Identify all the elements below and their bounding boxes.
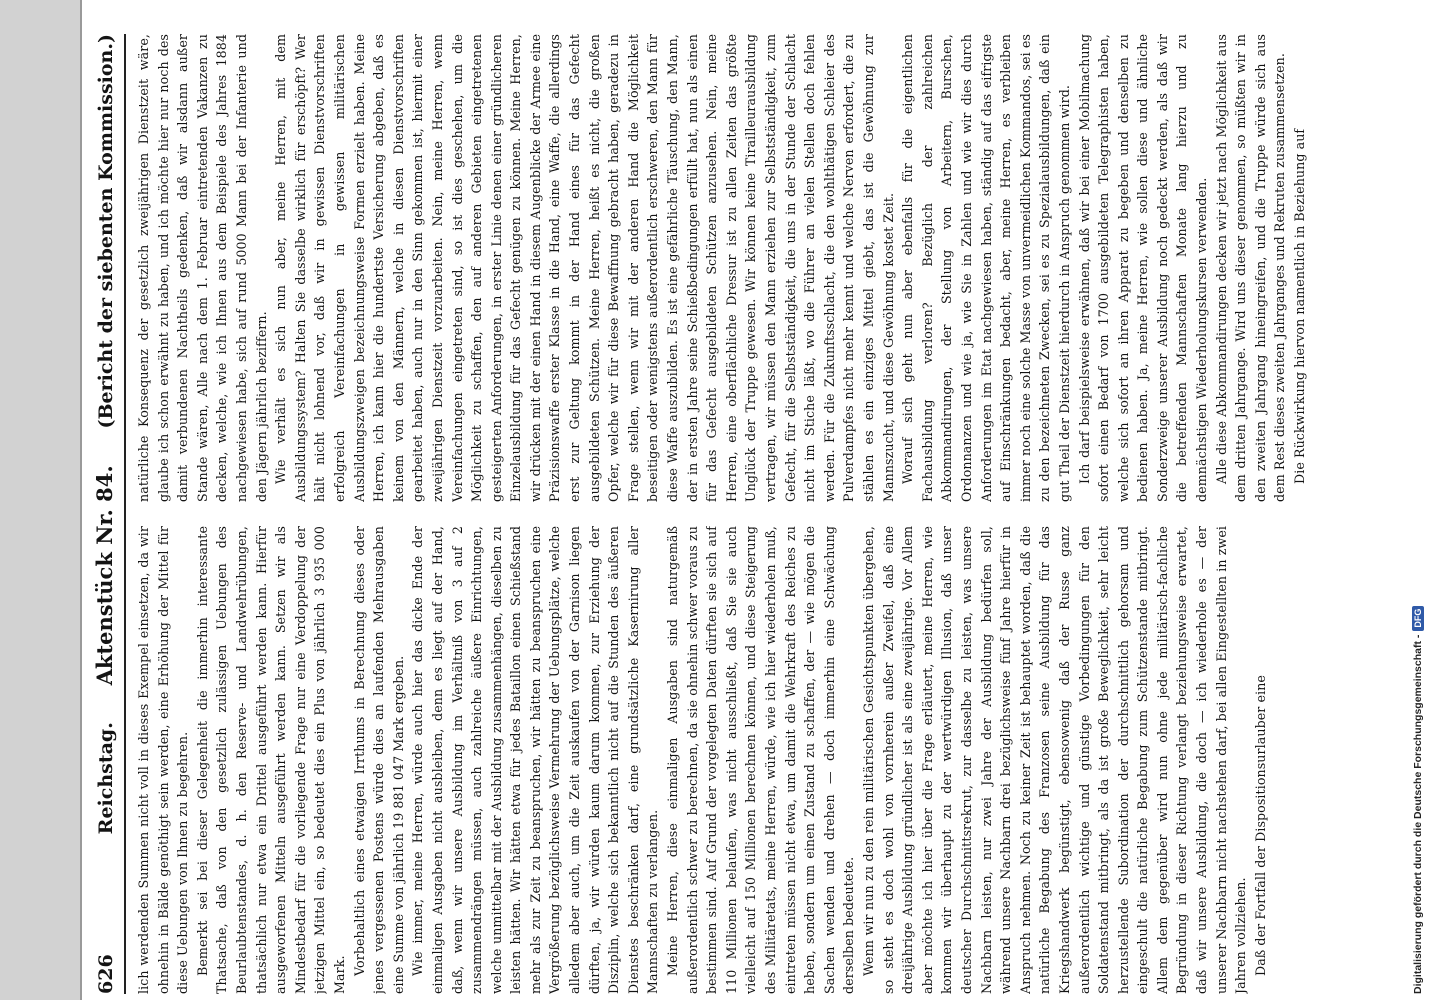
paragraph: lich werdenden Summen nicht voll in dieses Exempel einsetzen, da wir ohnehin in Bälde genöthigt sein werden, eine Erhöhung der Mittel für diese Uebungen von Ihnen zu begehren.: [136, 526, 191, 994]
column-left: [134, 526, 1406, 994]
column-right: [134, 34, 1406, 502]
paragraph: natürliche Konsequenz der gesetzlich zweijährigen Dienstzeit wäre, glaube ich schon erwähnt zu haben, und ich möchte hier nur noch des damit verbundenen Nachtheils gedenken, daß wir alsdann außer Stande wären, Alle nach dem 1. Februar eintretenden Vakanzen zu decken, welche, wie ich Ihnen aus dem Beispiele des Jahres 1884 nachgewiesen habe, sich auf rund 5000 Mann bei der Infanterie und den Jägern jährlich beziffern.: [136, 34, 269, 502]
paragraph: Wie verhält es sich nun aber, meine Herren, mit dem Ausbildungssystem? Halten Sie dasselbe wirklich für erschöpft? Wer hält nicht lohnend vor, daß wir in gewissen Dienstvorschriften erfolgreich Vereinfachungen in gewissen militärischen Ausbildungszweigen bezeichnungsweise Formen erzielt haben. Meine Herren, ich kann hier die hundertste Versicherung abgeben, daß es keinem von den Männern, welche in diesen Dienstvorschriften gearbeitet haben, auch nur in den Sinn gekommen ist, hiermit einer zweijährigen Dienstzeit vorzuarbeiten. Nein, meine Herren, wenn Vereinfachungen eingetreten sind, so ist dies geschehen, um die Möglichkeit zu schaffen, den auf anderen Gebieten eingetretenen gesteigerten Anforderungen, in erster Linie denen einer gründlicheren Einzelausbildung für das Gefecht genügen zu können. Meine Herren, wir drücken mit der einen Hand in diesem Augenblicke der Armee eine Präzisionswaffe erster Klasse in die Hand, eine Waffe, die allerdings erst zur Geltung kommt in der Hand eines für das Gefecht ausgebildeten Schützen. Meine Herren, heißt es nicht, die großen Opfer, welche wir für diese Bewaffnung gebracht haben, geradezu in Frage stellen, wenn wir mit der anderen Hand die Möglichkeit beseitigen oder wenigstens außerordentlich erschweren, den Mann für diese Waffe auszubilden. Es ist eine gefährliche Täuschung, den Mann, der in ersten Jahre seine Schießbedingungen erfüllt hat, nun als einen für das Gefecht ausgebildeten Schützen anzusehen. Nein, meine Herren, eine oberflächliche Dressur ist zu allen Zeiten das größte Unglück der Truppe gewesen. Wir können keine Tirailleurausbildung vertragen, wir müssen den Mann erziehen zur Selbstständigkeit, zum Gefecht, für die Selbstständigkeit, die uns in der Stunde der Schlacht nicht im Stiche läßt, wo die Führer an vielen Stellen doch fehlen werden. Für die Zukunftsschlacht, die den wohlthätigen Schleier des Pulverdampfes nicht mehr kennt und welche Nerven erfordert, die zu stählen es ein einziges Mittel giebt, das ist die Gewöhnung zur Mannszucht, und diese Gewöhnung kostet Zeit.: [273, 34, 896, 502]
paragraph: Die Rückwirkung hiervon namentlich in Beziehung auf: [1292, 128, 1308, 484]
paragraph: Vorbehaltlich eines etwaigen Irrthums in Berechnung dieses oder jenes vergessenen Postens würde dies an laufenden Mehrausgaben eine Summe von jährlich 19 881 047 Mark ergeben.: [351, 526, 406, 994]
page-number: 626: [95, 954, 117, 994]
dfg-credit: [1408, 4, 1428, 994]
paragraph: Wie immer, meine Herren, würde auch hier das dicke Ende der einmaligen Ausgaben nicht ausbleiben, denn es liegt auf der Hand, daß, wenn wir unsere Ausbildung im Verhältniß von 3 auf 2 zusammendrängen müssen, auch zahlreiche äußere Einrichtungen, welche unmittelbar mit der Ausbildung zusammenhängen, dieselben zu leisten hätten. Wir hätten etwa für jedes Bataillon einen Schießstand mehr als zur Zeit zu beanspruchen, wir hätten zu beanspruchen eine Vergrößerung bezüglichsweise Vermehrung der Uebungsplätze, welche alledem aber auch, um die Zeit auskaufen von der Garnison liegen dürften, ja, wir würden kaum darum kommen, zur Erziehung der Disziplin, welche sich bekanntlich nicht auf die Stunden des äußeren Dienstes beschränken darf, eine grundsätzliche Kasernirung aller Mannschaften zu verlangen.: [410, 526, 661, 994]
paragraph: Bemerkt sei bei dieser Gelegenheit die immerhin interessante Thatsache, daß von den gesetzlich zulässigen Uebungen des Beurlaubtenstandes, d. h. den Reserve- und Landwehrübungen, thatsächlich nur etwa ein Drittel ausgeführt werden kann. Hierfür ausgeworfenen Mitteln ausgeführt werden kann. Setzen wir als Mindestbedarf für die vorliegende Frage nur eine Verdoppelung der jetzigen Mittel ein, so bedeutet dies ein Plus von jährlich 3 935 000 Mark.: [194, 526, 347, 994]
text-columns: [134, 34, 1406, 994]
paragraph: Ich darf beispielsweise erwähnen, daß wir bei einer Mobilmachung sofort einen Bedarf von 1700 ausgebildeten Telegraphisten haben, welche sich sofort an ihren Apparat zu begeben und denselben zu bedienen haben. Ja, meine Herren, wie sollen diese und ähnliche Sonderzweige unserer Ausbildung noch gedeckt werden, als daß wir die betreffenden Mannschaften Monate lang hierzu und zu demnächstigen Wiederholungskursen verwenden.: [1076, 34, 1210, 502]
paragraph: Worauf sich geht nun aber ebenfalls für die eigentlichen Fachausbildung verloren? Bezüglich der zahlreichen Abkommandirungen, der Stellung von Arbeitern, Burschen, Ordonnanzen und wie ja, wie Sie in Zahlen und wie wir dies durch Anforderungen im Etat nachgewiesen haben, ständig auf das eifrigste auf Einschränkungen bedacht, aber, meine Herren, es verbleiben immer noch eine solche Masse von unvermeidlichen Kommandos, sei es zu den bezeichneten Zwecken, sei es zu Spezialausbildungen, daß ein gut Theil der Dienstzeit hierdurch in Anspruch genommen wird.: [900, 34, 1072, 502]
header-body: Reichstag.: [95, 722, 117, 835]
section-title: (Bericht der siebenten Kommission.): [95, 34, 117, 429]
paragraph: Alle diese Abkommandirungen decken wir jetzt nach Möglichkeit aus dem dritten Jahrgange. Wird uns dieser genommen, so müßten wir in den zweiten Jahrgang hineingreifen, und die Truppe würde sich aus dem Rest dieses zweiten Jahrganges und Rekruten zusammensetzen.: [1213, 34, 1288, 502]
paragraph: Meine Herren, diese einmaligen Ausgaben sind naturgemäß außerordentlich schwer zu berechnen, da sie ohnehin schwer voraus zu bestimmen sind. Auf Grund der vorgelegten Daten dürften sie sich auf 110 Millionen belaufen, was nicht ausschließt, daß Sie sie auch vielleicht auf 150 Millionen berechnen können, und diese Steigerung des Militäretats, meine Herren, würde, wie ich hier wiederholen muß, eintreten müssen nicht etwa, um damit die Wehrkraft des Reiches zu heben, sondern um einen Zustand zu schaffen, der — wie mögen die Sachen wenden und drehen — doch immerhin eine Schwächung derselben bedeutete.: [665, 526, 857, 994]
paragraph: Daß der Fortfall der Dispositionsurlauber eine: [1252, 675, 1268, 976]
page-header: [92, 34, 120, 994]
paragraph: Wenn wir nun zu den rein militärischen Gesichtspunkten übergehen, so steht es doch wohl von vornherein außer Zweifel, daß eine dreijährige Ausbildung gründlicher ist als eine zweijährige. Vor Allem aber möchte ich hier über die Frage erläutert, meine Herren, wie kommen wir überhaupt zu der wertwürdigen Illusion, daß unser deutscher Durchschnittsrekrut, zur dasselbe zu leisten, was unsere Nachbarn leisten, nur zwei Jahre der Ausbildung bedürfen soll, während unsere Nachbarn drei bezüglichsweise fünf Jahre hierfür in Anspruch nehmen. Noch zu keiner Zeit ist behauptet worden, daß die natürliche Begabung des Franzosen seine Ausbildung für das Kriegshandwerk begünstigt, ebensowenig daß der Russe ganz außerordentlich wichtige und günstige Vorbedingungen für den Soldatenstand mitbringt, als da ist große Beweglichkeit, sehr leicht herzustellende Subordination der durchschnittlich gehorsam und eingeschult die natürliche Begabung zum Schützenstande mitbringt. Allem dem gegenüber wird nun ohne jede militärisch-fachliche Begründung in dieser Richtung verlangt beziehungsweise erwartet, daß wir unsere Ausbildung, die doch — ich wiederhole es — der unserer Nachbarn nicht nachstehen darf, bei allen Eingestellten in zwei Jahren vollziehen.: [860, 526, 1249, 994]
funding-note: Digitalisierung gefördert durch die Deutsche Forschungsgemeinschaft -: [1412, 634, 1424, 994]
scan-margin: [0, 0, 82, 1000]
dfg-sidebar: [1404, 0, 1432, 1000]
header-rule: [124, 34, 126, 994]
document-title: Aktenstück Nr. 84.: [92, 465, 117, 686]
dfg-logo: DFG: [1412, 606, 1424, 631]
document-page: [88, 34, 1408, 994]
header-left-group: [95, 722, 117, 994]
